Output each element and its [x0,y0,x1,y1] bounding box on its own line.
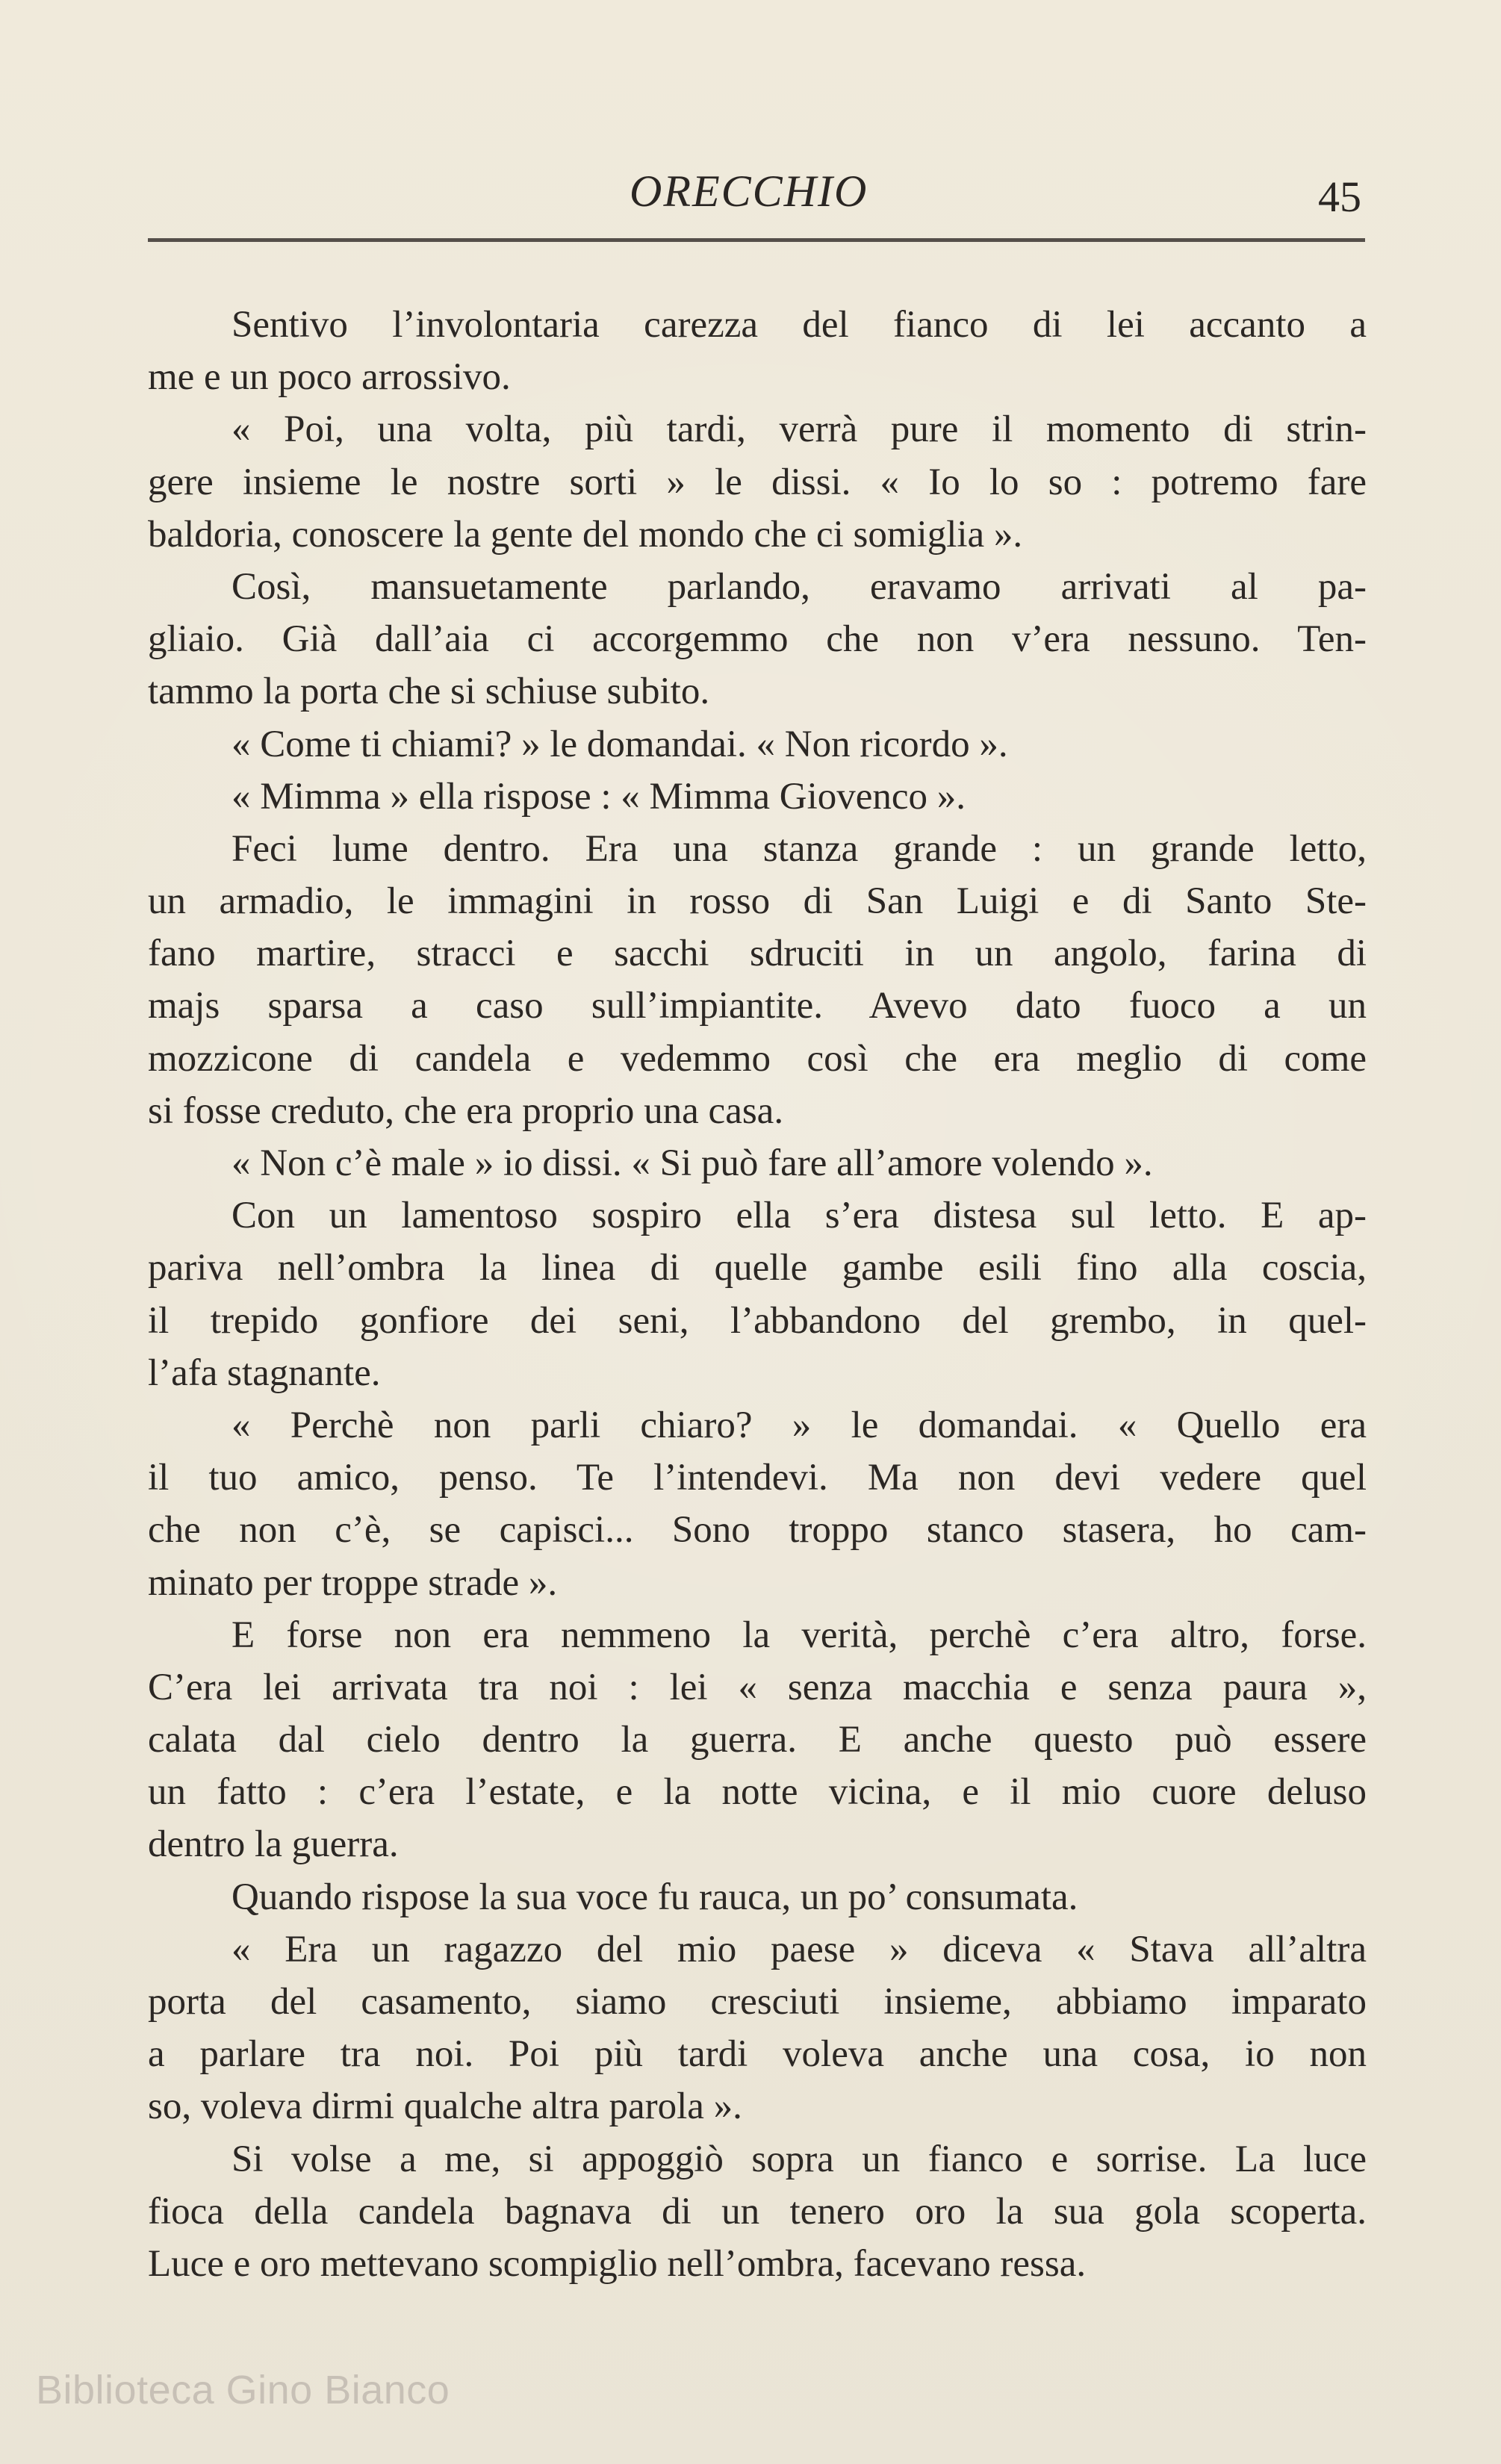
text-line: Così, mansuetamente parlando, eravamo arrivati al pa- [231,565,1367,608]
text-line: baldoria, conoscere la gente del mondo che ci somiglia ». [148,513,1023,556]
page-number: 45 [1318,172,1361,221]
header-rule [148,238,1365,242]
text-line: minato per troppe strade ». [148,1561,558,1604]
text-line: « Non c’è male » io dissi. « Si può fare all’amore volendo ». [231,1142,1153,1184]
text-line: un fatto : c’era l’estate, e la notte vicina, e il mio cuore deluso [148,1771,1367,1814]
text-line: un armadio, le immagini in rosso di San Luigi e di Santo Ste- [148,880,1367,923]
text-line: Con un lamentoso sospiro ella s’era distesa sul letto. E ap- [231,1195,1367,1237]
text-line: « Era un ragazzo del mio paese » diceva « Stava all’altra [231,1928,1367,1970]
text-line: Si volse a me, si appoggiò sopra un fianco e sorrise. La luce [231,2138,1367,2180]
text-line: il trepido gonfiore dei seni, l’abbandono del grembo, in quel- [148,1299,1367,1342]
text-line: majs sparsa a caso sull’impiantite. Avevo dato fuoco a un [148,985,1367,1027]
text-line: « Mimma » ella rispose : « Mimma Giovenco ». [231,775,966,818]
text-line: Sentivo l’involontaria carezza del fianco di lei accanto a [231,304,1367,346]
text-line: mozzicone di candela e vedemmo così che era meglio di come [148,1037,1367,1080]
text-line: Quando rispose la sua voce fu rauca, un po’ consumata. [231,1876,1078,1918]
text-line: pariva nell’ombra la linea di quelle gambe esili fino alla coscia, [148,1247,1367,1289]
text-line: porta del casamento, siamo cresciuti insieme, abbiamo imparato [148,1981,1367,2023]
text-line: Feci lume dentro. Era una stanza grande : un grande letto, [231,827,1367,870]
text-line: Luce e oro mettevano scompiglio nell’ombra, facevano ressa. [148,2242,1087,2285]
text-line: so, voleva dirmi qualche altra parola ». [148,2085,742,2128]
text-line: « Perchè non parli chiaro? » le domandai. « Quello era [231,1404,1367,1446]
library-watermark: Biblioteca Gino Bianco [36,2368,450,2412]
text-line: che non c’è, se capisci... Sono troppo stanco stasera, ho cam- [148,1509,1367,1552]
text-line: gere insieme le nostre sorti » le dissi. « Io lo so : potremo fare [148,461,1367,503]
text-line: l’afa stagnante. [148,1351,381,1394]
text-line: il tuo amico, penso. Te l’intendevi. Ma non devi vedere quel [148,1457,1367,1499]
text-line: fano martire, stracci e sacchi sdruciti in un angolo, farina di [148,933,1367,975]
text-line: a parlare tra noi. Poi più tardi voleva anche una cosa, io non [148,2033,1367,2076]
text-line: gliaio. Già dall’aia ci accorgemmo che non v’era nessuno. Ten- [148,618,1367,661]
text-line: « Come ti chiami? » le domandai. « Non ricordo ». [231,723,1008,765]
text-line: C’era lei arrivata tra noi : lei « senza macchia e senza paura », [148,1666,1367,1708]
text-line: E forse non era nemmeno la verità, perchè c’era altro, forse. [231,1614,1367,1656]
chapter-title: ORECCHIO [630,167,868,216]
running-header [0,166,1501,221]
text-line: « Poi, una volta, più tardi, verrà pure il momento di strin- [231,408,1367,451]
text-line: me e un poco arrossivo. [148,356,511,399]
text-line: dentro la guerra. [148,1823,399,1866]
text-line: calata dal cielo dentro la guerra. E anche questo può essere [148,1719,1367,1761]
text-line: fioca della candela bagnava di un tenero oro la sua gola scoperta. [148,2190,1367,2233]
text-line: tammo la porta che si schiuse subito. [148,671,710,713]
body-text [148,299,1367,2290]
text-line: si fosse creduto, che era proprio una casa. [148,1089,784,1132]
